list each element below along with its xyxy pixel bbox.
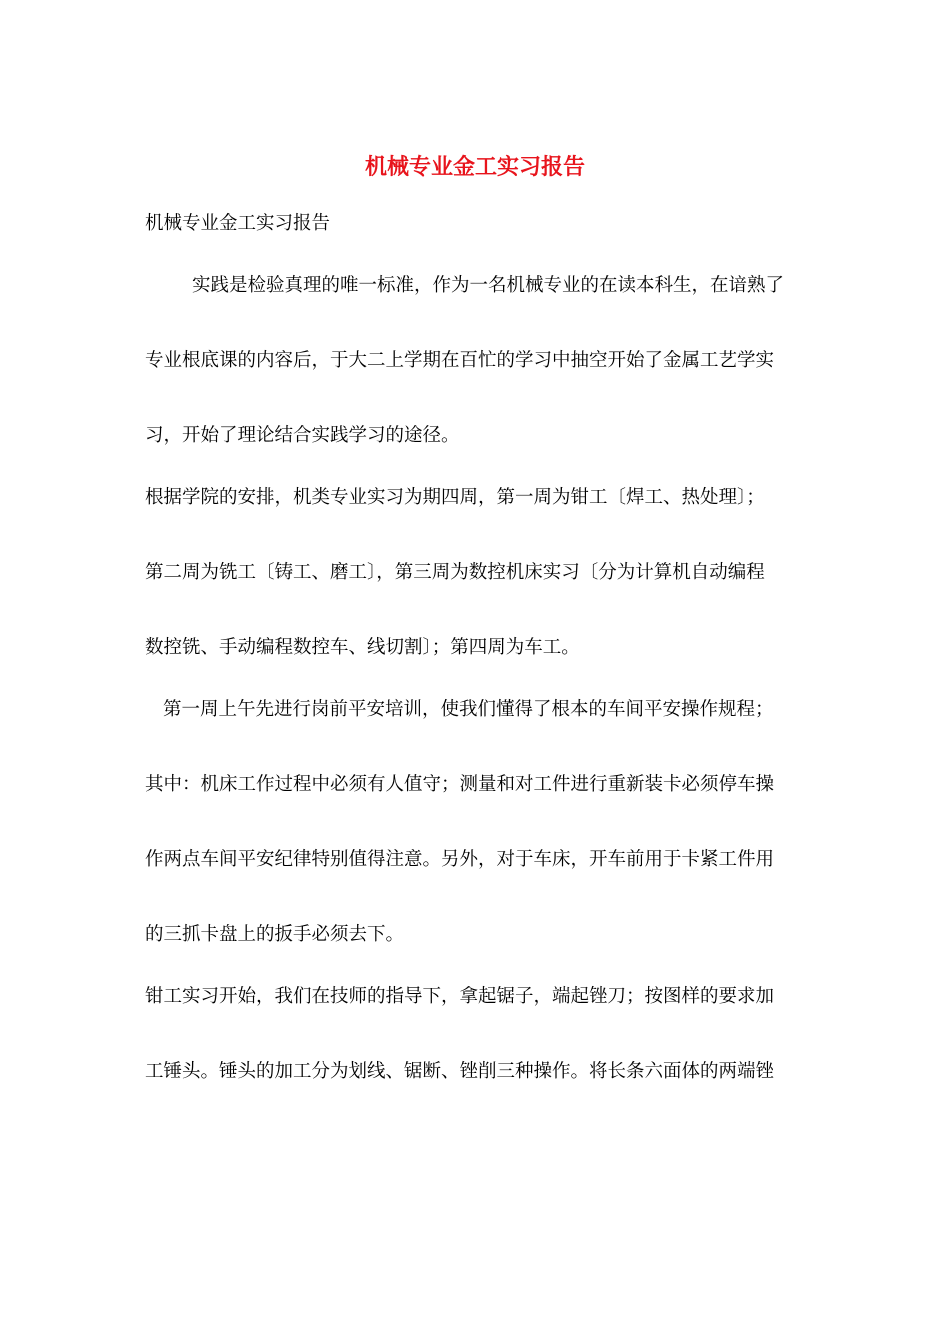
paragraph-line: 专业根底课的内容后，于大二上学期在百忙的学习中抽空开始了金属工艺学实 [145, 350, 775, 371]
paragraph-line: 作两点车间平安纪律特别值得注意。另外，对于车床，开车前用于卡紧工件用 [145, 849, 775, 870]
paragraph-line: 实践是检验真理的唯一标准，作为一名机械专业的在读本科生，在谙熟了 [192, 275, 785, 296]
paragraph-line: 钳工实习开始，我们在技师的指导下，拿起锯子，端起锉刀；按图样的要求加 [145, 986, 775, 1007]
paragraph-line: 其中：机床工作过程中必须有人值守；测量和对工件进行重新装卡必须停车操 [145, 774, 775, 795]
paragraph-line: 习，开始了理论结合实践学习的途径。 [145, 425, 460, 446]
document-title: 机械专业金工实习报告 [364, 154, 585, 180]
document-subtitle: 机械专业金工实习报告 [145, 213, 331, 234]
paragraph-line: 第二周为铣工〔铸工、磨工〕，第三周为数控机床实习〔分为计算机自动编程 [145, 562, 765, 583]
paragraph-line: 第一周上午先进行岗前平安培训，使我们懂得了根本的车间平安操作规程； [163, 699, 774, 720]
paragraph-line: 工锤头。锤头的加工分为划线、锯断、锉削三种操作。将长条六面体的两端锉 [145, 1061, 775, 1082]
paragraph-line: 根据学院的安排，机类专业实习为期四周，第一周为钳工〔焊工、热处理〕； [145, 487, 765, 508]
paragraph-line: 数控铣、手动编程数控车、线切割〕；第四周为车工。 [145, 637, 580, 658]
paragraph-line: 的三抓卡盘上的扳手必须去下。 [145, 924, 405, 945]
